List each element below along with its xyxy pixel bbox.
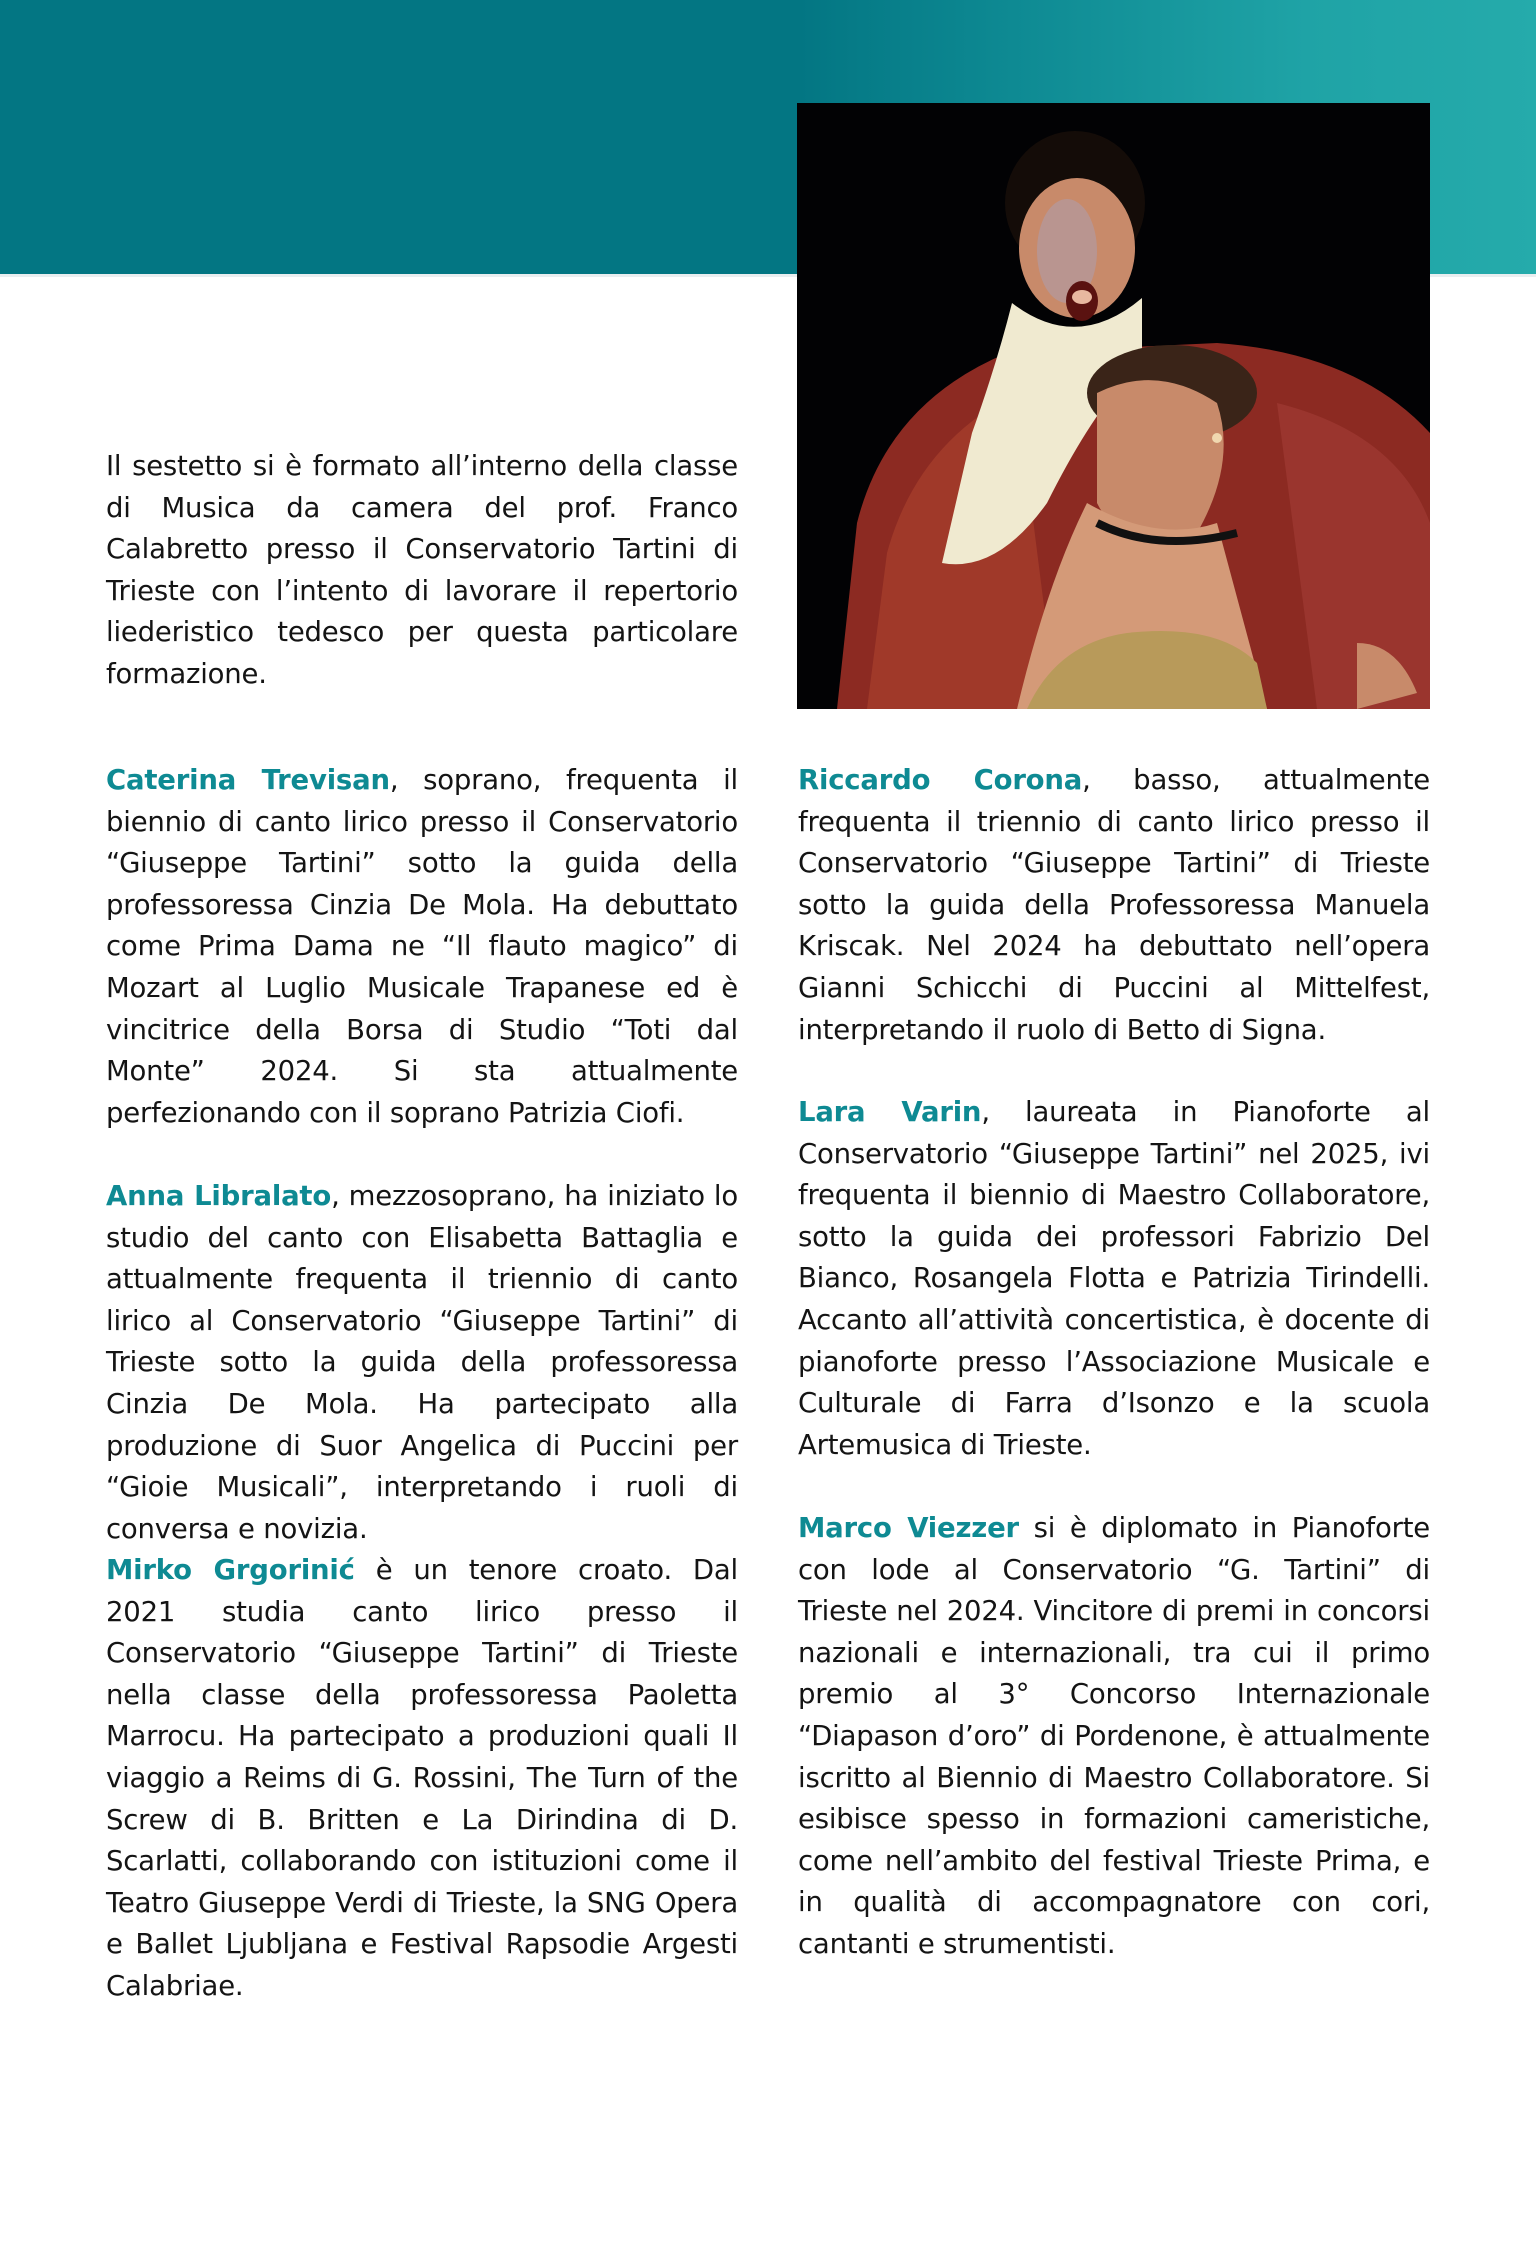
bio-lara-varin <box>798 1092 1430 1466</box>
performer-name: Marco Viezzer <box>798 1512 1019 1544</box>
performer-name: Anna Libralato <box>106 1180 332 1212</box>
bio-text: , basso, attualmente frequenta il triennio di canto lirico presso il Conservatorio “Giuseppe Tartini” di Trieste sotto la guida della Professoressa Manuela Kriscak. Nel 2024 ha debuttato nell’opera Gianni Schicchi di Puccini al Mittelfest, interpretando il ruolo di Betto di Signa. <box>798 764 1431 1046</box>
intro-paragraph: Il sestetto si è formato all’interno della classe di Musica da camera del prof. Franco Calabretto presso il Conservatorio Tartini di Trieste con l’intento di lavorare il repertorio liederistico tedesco per questa particolare formazione. <box>106 450 738 690</box>
bio-caterina-trevisan <box>106 760 738 1134</box>
performer-name: Riccardo Corona <box>798 764 1083 796</box>
performer-name: Lara Varin <box>798 1096 982 1128</box>
stage-photo <box>797 103 1430 709</box>
bio-text: , soprano, frequenta il biennio di canto lirico presso il Conservatorio “Giuseppe Tartini” sotto la guida della professoressa Cinzia De Mola. Ha debuttato come Prima Dama ne “Il flauto magico” di Mozart al Luglio Musicale Trapanese ed è vincitrice della Borsa di Studio “Toti dal Monte” 2024. Si sta attualmente perfezionando con il soprano Patrizia Ciofi. <box>106 764 738 1129</box>
photo-illustration <box>797 103 1430 709</box>
bio-riccardo-corona <box>798 760 1430 1051</box>
bio-text: è un tenore croato. Dal 2021 studia canto lirico presso il Conservatorio “Giuseppe Tartini” di Trieste nella classe della professoressa Paoletta Marrocu. Ha partecipato a produzioni quali Il viaggio a Reims di G. Rossini, The Turn of the Screw di B. Britten e La Dirindina di D. Scarlatti, collaborando con istituzioni come il Teatro Giuseppe Verdi di Trieste, la SNG Opera e Ballet Ljubljana e Festival Rapsodie Argesti Calabriae. <box>106 1554 738 2002</box>
bio-text: , laureata in Pianoforte al Conservatorio “Giuseppe Tartini” nel 2025, ivi frequenta il biennio di Maestro Collaboratore, sotto la guida dei professori Fabrizio Del Bianco, Rosangela Flotta e Patrizia Tirindelli. Accanto all’attività concertistica, è docente di pianoforte presso l’Associazione Musicale e Culturale di Farra d’Isonzo e la scuola Artemusica di Trieste. <box>798 1096 1430 1461</box>
bio-text: , mezzosoprano, ha iniziato lo studio del canto con Elisabetta Battaglia e attualmente frequenta il triennio di canto lirico al Conservatorio “Giuseppe Tartini” di Trieste sotto la guida della professoressa Cinzia De Mola. Ha partecipato alla produzione di Suor Angelica di Puccini per “Gioie Musicali”, interpretando i ruoli di conversa e novizia. <box>106 1180 738 1545</box>
bio-marco-viezzer <box>798 1508 1430 1966</box>
bio-text: si è diplomato in Pianoforte con lode al Conservatorio “G. Tartini” di Trieste nel 2024. Vincitore di premi in concorsi nazionali e internazionali, tra cui il primo premio al 3° Concorso Internazionale “Diapason d’oro” di Pordenone, è attualmente iscritto al Biennio di Maestro Collaboratore. Si esibisce spesso in formazioni cameristiche, come nell’ambito del festival Trieste Prima, e in qualità di accompagnatore con cori, cantanti e strumentisti. <box>798 1512 1430 1960</box>
performer-name: Mirko Grgorinić <box>106 1554 355 1586</box>
performer-name: Caterina Trevisan <box>106 764 390 796</box>
intro-paragraph-block <box>106 446 738 696</box>
bio-anna-libralato <box>106 1176 738 1550</box>
bio-mirko-grgorinic <box>106 1550 738 2008</box>
